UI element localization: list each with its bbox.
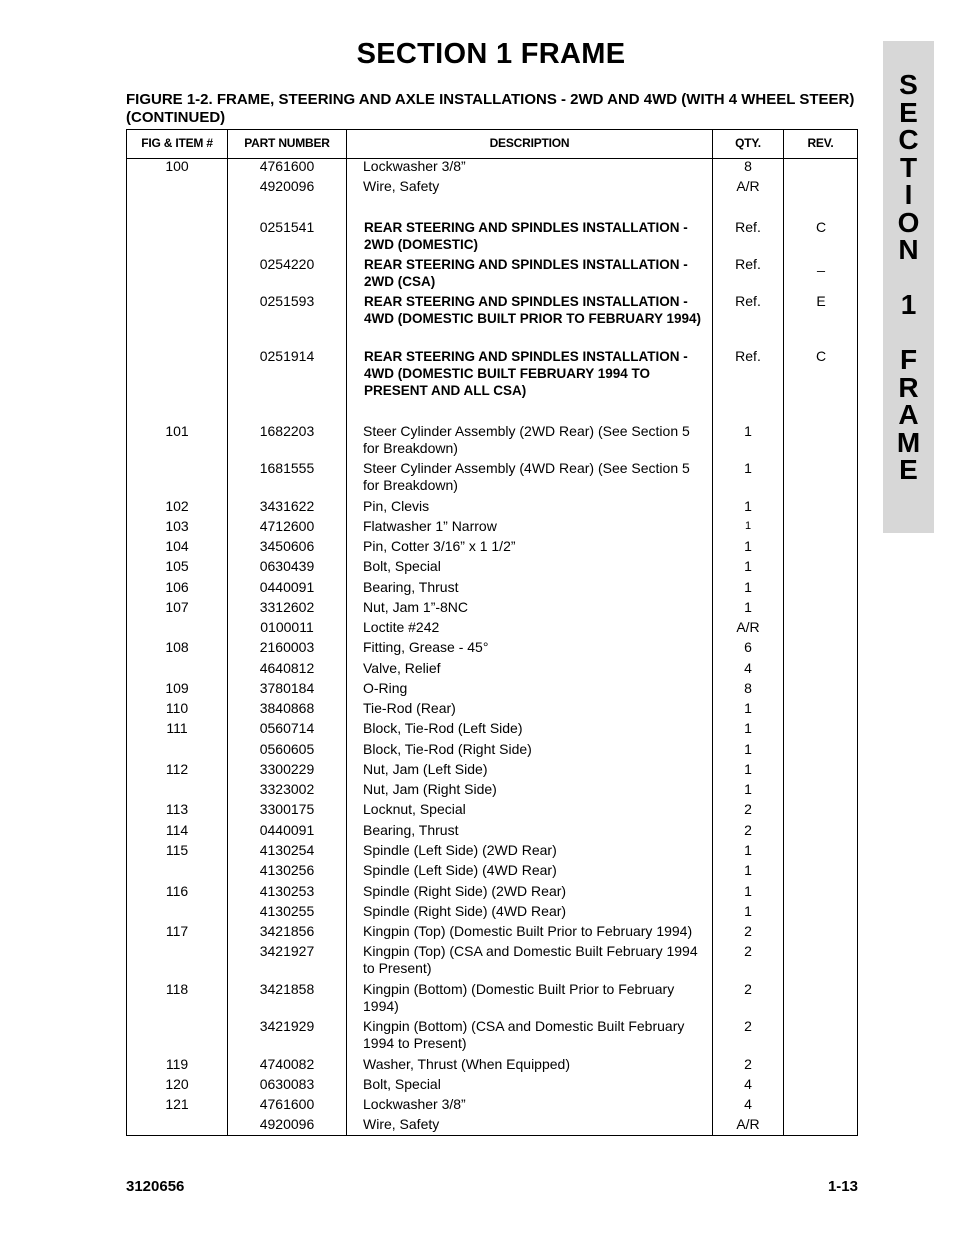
part-number-cell: 0254220 <box>259 256 315 272</box>
description-cell: Nut, Jam (Right Side) <box>363 781 497 797</box>
qty-cell: Ref. <box>735 348 761 364</box>
part-number-cell: 1681555 <box>259 460 315 476</box>
description-cell: Kingpin (Top) (Domestic Built Prior to February 1994) <box>363 923 693 939</box>
column-divider <box>346 130 347 1135</box>
qty-cell: 2 <box>744 943 752 959</box>
fig-item-cell: 120 <box>165 1076 189 1092</box>
description-cell: Wire, Safety <box>363 1116 440 1132</box>
header-qty: QTY. <box>735 136 761 150</box>
qty-cell: 1 <box>744 741 752 757</box>
qty-cell: 2 <box>744 822 752 838</box>
description-cell: Lockwasher 3/8” <box>363 158 466 174</box>
description-cell: Spindle (Right Side) (2WD Rear) <box>363 883 567 899</box>
side-tab-letter: I <box>904 179 913 210</box>
fig-item-cell: 105 <box>165 558 189 574</box>
qty-cell: 1 <box>744 781 752 797</box>
fig-item-cell: 107 <box>165 599 189 615</box>
qty-cell: 2 <box>744 801 752 817</box>
qty-cell: A/R <box>736 619 760 635</box>
part-number-cell: 4761600 <box>259 1096 315 1112</box>
qty-cell: 6 <box>744 639 752 655</box>
part-number-cell: 0251914 <box>259 348 315 364</box>
description-cell: Valve, Relief <box>363 660 441 676</box>
description-cell: Loctite #242 <box>363 619 440 635</box>
part-number-cell: 2160003 <box>259 639 315 655</box>
fig-item-cell: 117 <box>165 923 189 939</box>
fig-item-cell: 118 <box>165 981 189 997</box>
part-number-cell: 1682203 <box>259 423 315 439</box>
qty-cell: 1 <box>744 720 752 736</box>
section-side-tab <box>883 41 934 533</box>
part-number-cell: 3431622 <box>259 498 315 514</box>
column-divider <box>783 130 784 1135</box>
description-cell: O-Ring <box>363 680 408 696</box>
header-fig-item: FIG & ITEM # <box>141 136 213 150</box>
qty-cell: A/R <box>736 1116 760 1132</box>
fig-item-cell: 119 <box>165 1056 189 1072</box>
part-number-cell: 0440091 <box>259 822 315 838</box>
rev-cell: C <box>815 348 827 364</box>
qty-cell: 2 <box>744 923 752 939</box>
description-cell: REAR STEERING AND SPINDLES INSTALLATION - 2WD (CSA) <box>364 257 688 289</box>
description-cell: Locknut, Special <box>363 801 466 817</box>
side-tab-letter: C <box>898 124 919 155</box>
qty-cell: 1 <box>744 862 752 878</box>
description-cell: Bolt, Special <box>363 1076 441 1092</box>
part-number-cell: 3421858 <box>259 981 315 997</box>
page-number: 1-13 <box>827 1178 858 1195</box>
part-number-cell: 4130253 <box>259 883 315 899</box>
section-title: SECTION 1 FRAME <box>356 38 626 70</box>
description-cell: Kingpin (Bottom) (CSA and Domestic Built February 1994 to Present) <box>363 1018 685 1051</box>
description-cell: Fitting, Grease - 45° <box>363 639 489 655</box>
part-number-cell: 3300175 <box>259 801 315 817</box>
side-tab-letter: S <box>899 69 918 100</box>
rev-cell: E <box>816 293 826 309</box>
part-number-cell: 3840868 <box>259 700 315 716</box>
part-number-cell: 0560714 <box>259 720 315 736</box>
document-number: 3120656 <box>126 1178 185 1195</box>
description-cell: Kingpin (Top) (CSA and Domestic Built February 1994 to Present) <box>363 943 698 976</box>
qty-cell: 1 <box>744 842 752 858</box>
fig-item-cell: 110 <box>165 700 189 716</box>
description-cell: Washer, Thrust (When Equipped) <box>363 1056 570 1072</box>
fig-item-cell: 109 <box>165 680 189 696</box>
rev-cell: C <box>815 219 827 235</box>
fig-item-cell: 116 <box>165 883 189 899</box>
side-tab-letter: N <box>898 234 919 265</box>
qty-cell: 1 <box>744 903 752 919</box>
fig-item-cell: 113 <box>165 801 189 817</box>
qty-cell: 1 <box>744 558 752 574</box>
header-rev: REV. <box>807 136 834 150</box>
part-number-cell: 3312602 <box>259 599 315 615</box>
fig-item-cell: 106 <box>165 579 189 595</box>
side-tab-letter: M <box>896 426 921 458</box>
part-number-cell: 4712600 <box>259 518 315 534</box>
qty-cell: 2 <box>744 1056 752 1072</box>
part-number-cell: 0630439 <box>259 558 315 574</box>
qty-cell: A/R <box>736 178 760 194</box>
part-number-cell: 4130255 <box>259 903 315 919</box>
fig-item-cell: 115 <box>165 842 189 858</box>
description-cell: Steer Cylinder Assembly (4WD Rear) (See Section 5 for Breakdown) <box>363 460 690 493</box>
part-number-cell: 3780184 <box>259 680 315 696</box>
qty-cell: 1 <box>744 700 752 716</box>
description-cell: REAR STEERING AND SPINDLES INSTALLATION - 2WD (DOMESTIC) <box>364 220 688 252</box>
part-number-cell: 0251541 <box>259 219 315 235</box>
qty-cell: 1 <box>744 460 752 476</box>
description-cell: Kingpin (Bottom) (Domestic Built Prior to February 1994) <box>363 981 675 1014</box>
part-number-cell: 4130256 <box>259 862 315 878</box>
fig-item-cell: 114 <box>165 822 189 838</box>
description-cell: Lockwasher 3/8” <box>363 1096 466 1112</box>
description-cell: Bearing, Thrust <box>363 579 459 595</box>
side-tab-letter <box>883 264 934 292</box>
qty-cell: 1 <box>744 883 752 899</box>
part-number-cell: 3323002 <box>259 781 315 797</box>
description-cell: Pin, Cotter 3/16” x 1 1/2” <box>363 538 516 554</box>
description-cell: Nut, Jam (Left Side) <box>363 761 488 777</box>
description-cell: REAR STEERING AND SPINDLES INSTALLATION - 4WD (DOMESTIC BUILT FEBRUARY 1994 TO PRESENT AND ALL CSA) <box>364 349 688 398</box>
qty-cell: Ref. <box>735 256 761 272</box>
part-number-cell: 4761600 <box>259 158 315 174</box>
qty-cell: 1 <box>744 761 752 777</box>
part-number-cell: 0630083 <box>259 1076 315 1092</box>
fig-item-cell: 112 <box>165 761 189 777</box>
qty-cell: 1 <box>744 538 752 554</box>
table-header <box>127 130 857 159</box>
qty-cell: 4 <box>744 1096 752 1112</box>
side-tab-letter <box>883 319 934 347</box>
description-cell: Block, Tie-Rod (Left Side) <box>363 720 523 736</box>
qty-cell: 8 <box>744 158 752 174</box>
description-cell: Nut, Jam 1”-8NC <box>363 599 469 615</box>
qty-cell: Ref. <box>735 219 761 235</box>
part-number-cell: 4130254 <box>259 842 315 858</box>
description-cell: Pin, Clevis <box>363 498 430 514</box>
parts-table <box>126 129 858 1136</box>
part-number-cell: 0100011 <box>260 619 314 635</box>
fig-item-cell: 108 <box>165 639 189 655</box>
description-cell: Block, Tie-Rod (Right Side) <box>363 741 532 757</box>
qty-cell: Ref. <box>735 293 761 309</box>
fig-item-cell: 103 <box>165 518 189 534</box>
part-number-cell: 4920096 <box>259 1116 315 1132</box>
part-number-cell: 3421927 <box>259 943 315 959</box>
qty-cell: 1 <box>744 498 752 514</box>
part-number-cell: 3421929 <box>259 1018 315 1034</box>
part-number-cell: 0251593 <box>259 293 315 309</box>
fig-item-cell: 100 <box>165 158 189 174</box>
header-part-number: PART NUMBER <box>244 136 330 150</box>
part-number-cell: 4920096 <box>259 178 315 194</box>
side-tab-letters <box>883 71 934 484</box>
qty-cell: 1 <box>744 423 752 439</box>
description-cell: Tie-Rod (Rear) <box>363 700 456 716</box>
description-cell: Spindle (Left Side) (4WD Rear) <box>363 862 557 878</box>
figure-title: FIGURE 1-2. FRAME, STEERING AND AXLE INSTALLATIONS - 2WD AND 4WD (WITH 4 WHEEL STEER) (CONTINUED) <box>126 91 855 126</box>
qty-cell: 4 <box>744 1076 752 1092</box>
description-cell: Flatwasher 1” Narrow <box>363 518 497 534</box>
part-number-cell: 0560605 <box>259 741 315 757</box>
part-number-cell: 0440091 <box>259 579 315 595</box>
side-tab-letter: E <box>899 96 918 128</box>
rev-cell: _ <box>817 256 825 272</box>
description-cell: Steer Cylinder Assembly (2WD Rear) (See Section 5 for Breakdown) <box>363 423 690 456</box>
fig-item-cell: 101 <box>165 423 189 439</box>
description-cell: Bearing, Thrust <box>363 822 459 838</box>
part-number-cell: 4740082 <box>259 1056 315 1072</box>
part-number-cell: 3421856 <box>259 923 315 939</box>
qty-cell: 4 <box>744 660 752 676</box>
fig-item-cell: 102 <box>165 498 189 514</box>
side-tab-letter: O <box>897 206 920 238</box>
fig-item-cell: 104 <box>165 538 189 554</box>
description-cell: Spindle (Right Side) (4WD Rear) <box>363 903 567 919</box>
side-tab-letter: E <box>899 454 918 485</box>
qty-cell: 1 <box>744 599 752 615</box>
side-tab-letter: 1 <box>900 289 917 320</box>
qty-cell: 1 <box>744 579 752 595</box>
description-cell: Wire, Safety <box>363 178 440 194</box>
description-cell: Bolt, Special <box>363 558 441 574</box>
qty-cell: 2 <box>744 981 752 997</box>
qty-cell: 2 <box>744 1018 752 1034</box>
qty-cell: 8 <box>744 680 752 696</box>
part-number-cell: 4640812 <box>259 660 315 676</box>
header-description: DESCRIPTION <box>489 136 570 150</box>
fig-item-cell: 111 <box>166 720 188 736</box>
part-number-cell: 3450606 <box>259 538 315 554</box>
description-cell: Spindle (Left Side) (2WD Rear) <box>363 842 557 858</box>
part-number-cell: 3300229 <box>259 761 315 777</box>
side-tab-letter: T <box>899 151 918 183</box>
side-tab-letter: A <box>898 399 919 430</box>
side-tab-letter: R <box>898 371 919 403</box>
description-cell: REAR STEERING AND SPINDLES INSTALLATION - 4WD (DOMESTIC BUILT PRIOR TO FEBRUARY 1994) <box>364 294 702 326</box>
side-tab-letter: F <box>899 344 918 375</box>
fig-item-cell: 121 <box>165 1096 189 1112</box>
qty-cell: 1 <box>744 520 752 532</box>
